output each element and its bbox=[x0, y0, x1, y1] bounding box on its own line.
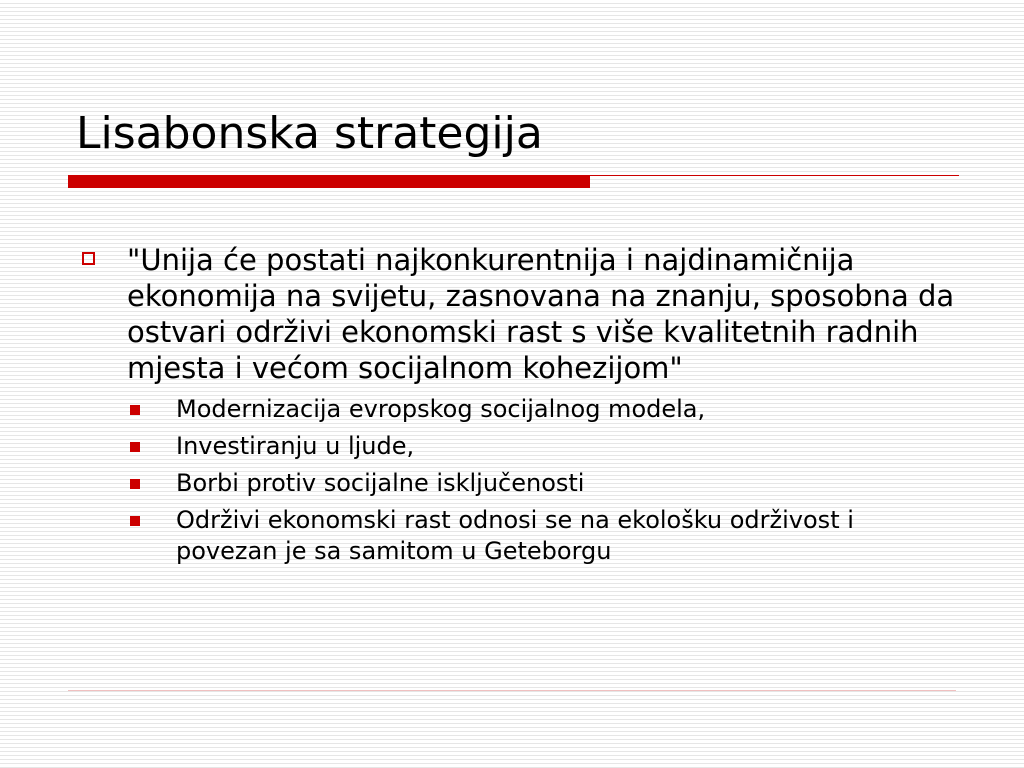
filled-square-bullet-icon bbox=[130, 442, 140, 452]
filled-square-bullet-icon bbox=[130, 479, 140, 489]
footer-divider bbox=[68, 690, 956, 691]
sub-bullet-text: Modernizacija evropskog socijalnog modela, bbox=[176, 395, 706, 423]
sub-bullet-item bbox=[76, 505, 956, 567]
title-underline-thin bbox=[590, 175, 959, 176]
sub-bullet-item bbox=[76, 431, 956, 462]
sub-bullet-item bbox=[76, 394, 956, 425]
sub-bullet-text: Održivi ekonomski rast odnosi se na ekološku održivost i povezan je sa samitom u Geteborgu bbox=[176, 506, 854, 565]
slide-body bbox=[76, 242, 956, 573]
main-bullet-text: "Unija će postati najkonkurentnija i najdinamičnija ekonomija na svijetu, zasnovana na znanju, sposobna da ostvari održivi ekonomski rast s više kvalitetnih radnih mjesta i većom socijalnom kohezijom" bbox=[127, 243, 955, 385]
main-bullet-item bbox=[76, 242, 956, 386]
sub-bullet-text: Borbi protiv socijalne isključenosti bbox=[176, 469, 585, 497]
sub-bullet-text: Investiranju u ljude, bbox=[176, 432, 415, 460]
sub-bullet-list bbox=[76, 394, 956, 567]
hollow-square-bullet-icon bbox=[82, 252, 95, 265]
filled-square-bullet-icon bbox=[130, 516, 140, 526]
slide-title: Lisabonska strategija bbox=[76, 108, 543, 159]
title-underline-thick bbox=[68, 175, 590, 188]
sub-bullet-item bbox=[76, 468, 956, 499]
filled-square-bullet-icon bbox=[130, 405, 140, 415]
